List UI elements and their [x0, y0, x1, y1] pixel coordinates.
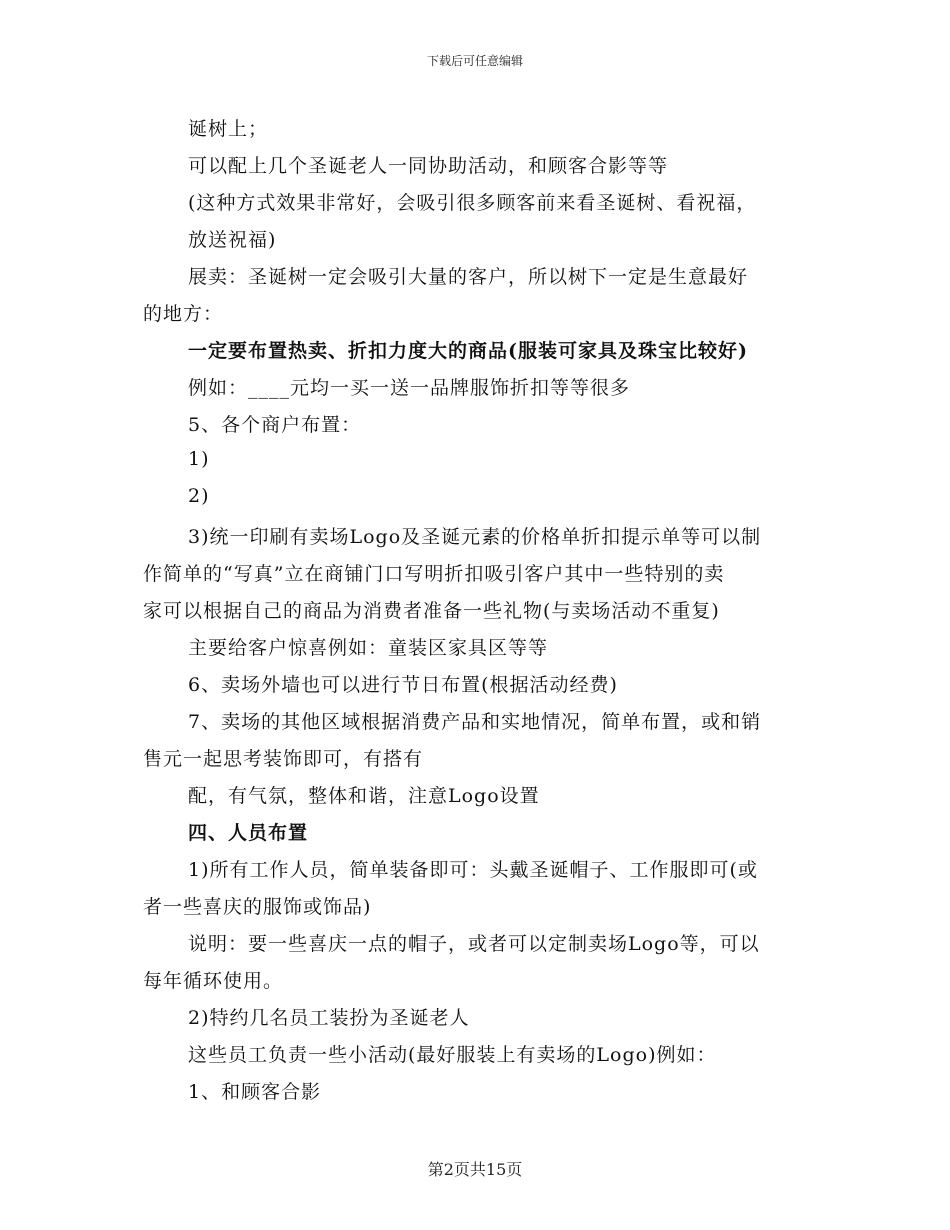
page-number: 第2页共15页	[427, 1160, 523, 1179]
section-item-6: 6、卖场外墙也可以进行节日布置(根据活动经费)	[188, 674, 618, 696]
text-line: 诞树上；	[188, 118, 269, 140]
text-line-emphasis: 一定要布置热卖、折扣力度大的商品(服装可家具及珠宝比较好)	[188, 340, 748, 362]
text-line: 展卖：圣诞树一定会吸引大量的客户，所以树下一定是生意最好	[188, 266, 749, 288]
text-line: 1)所有工作人员，简单装备即可：头戴圣诞帽子、工作服即可(或	[188, 859, 758, 881]
page-header: 下载后可任意编辑	[426, 54, 523, 68]
text-line: 这些员工负责一些小活动(最好服装上有卖场的Logo)例如：	[188, 1044, 717, 1066]
text-line: 主要给客户惊喜例如：童装区家具区等等	[188, 637, 549, 659]
text-line: 者一些喜庆的服饰或饰品)	[143, 896, 372, 918]
section-heading: 四、人员布置	[188, 822, 309, 844]
text-line: 1)	[188, 448, 210, 470]
text-line: 2)	[188, 485, 210, 507]
text-line: 3)统一印刷有卖场Logo及圣诞元素的价格单折扣提示单等可以制	[188, 526, 762, 548]
text-line: 的地方：	[143, 303, 224, 325]
text-line: 1、和顾客合影	[188, 1081, 322, 1103]
text-line: 每年循环使用。	[143, 970, 284, 992]
section-item-7: 7、卖场的其他区域根据消费产品和实地情况，简单布置，或和销	[188, 711, 762, 733]
text-line: 售元一起思考装饰即可，有搭有	[143, 748, 424, 770]
text-line: 配，有气氛，整体和谐，注意Logo设置	[188, 785, 540, 807]
text-line: 2)特约几名员工装扮为圣诞老人	[188, 1007, 470, 1029]
section-item-5: 5、各个商户布置：	[188, 414, 362, 436]
text-line: 可以配上几个圣诞老人一同协助活动，和顾客合影等等	[188, 155, 669, 177]
text-line: (这种方式效果非常好，会吸引很多顾客前来看圣诞树、看祝福，	[188, 192, 757, 214]
text-line: 放送祝福)	[188, 229, 277, 251]
text-line: 家可以根据自己的商品为消费者准备一些礼物(与卖场活动不重复)	[143, 600, 720, 622]
text-line: 作简单的“写真”立在商铺门口写明折扣吸引客户其中一些特别的卖	[143, 563, 725, 585]
text-line: 例如：____元均一买一送一品牌服饰折扣等等很多	[188, 377, 631, 399]
text-line: 说明：要一些喜庆一点的帽子，或者可以定制卖场Logo等，可以	[188, 933, 760, 955]
